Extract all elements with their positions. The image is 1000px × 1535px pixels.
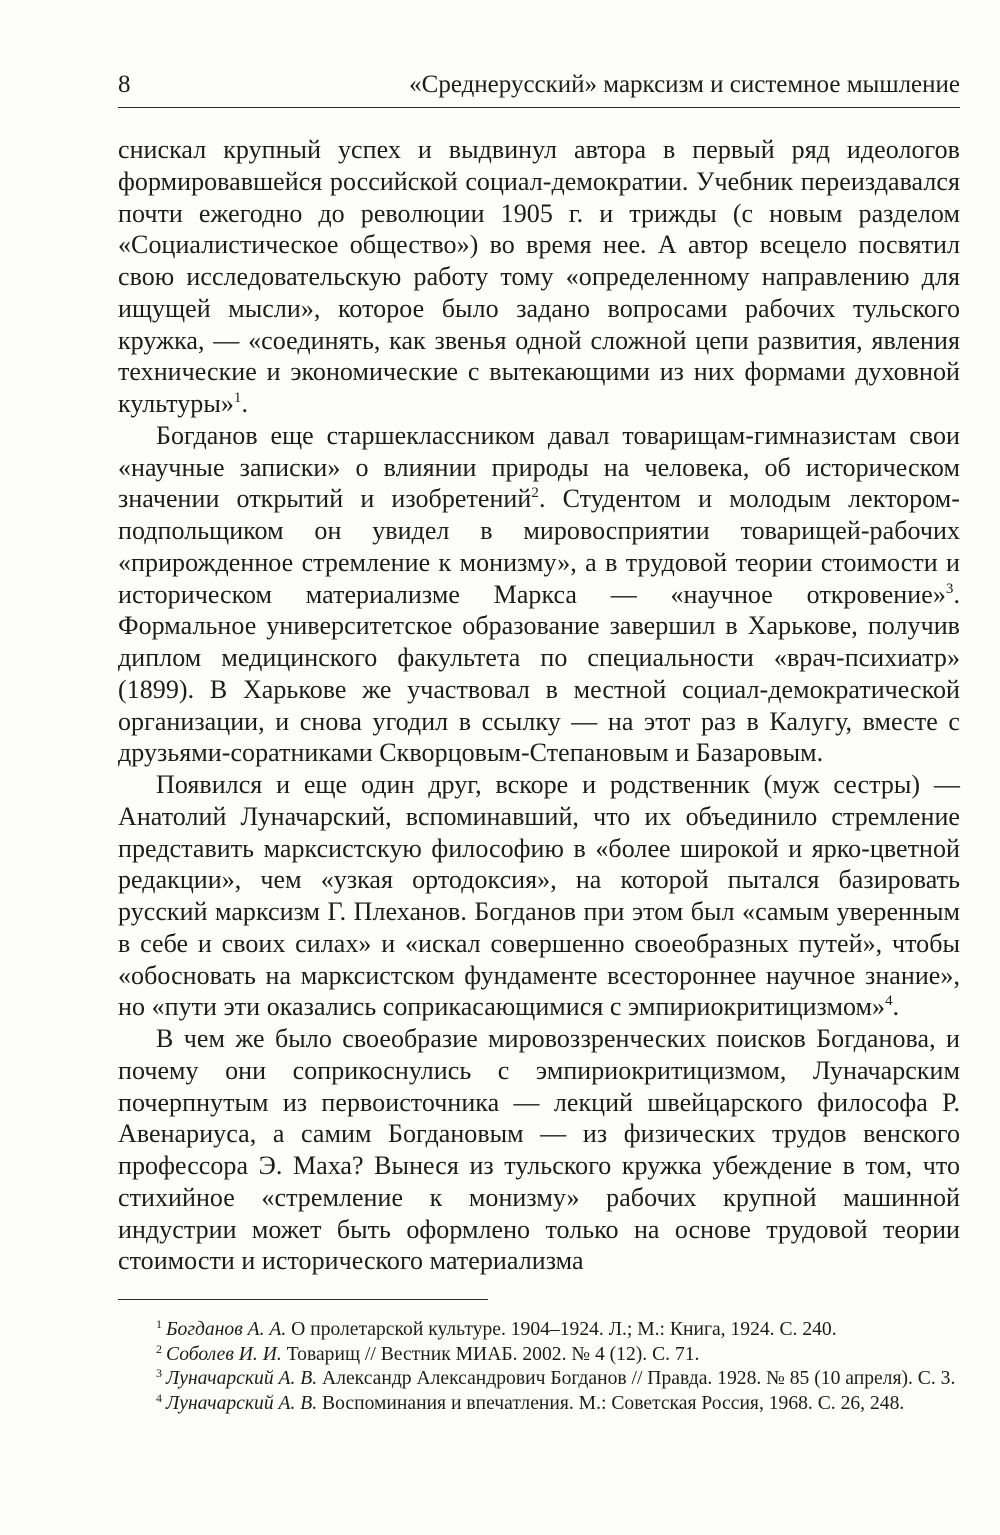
footnote-number: 4 bbox=[156, 1390, 162, 1405]
running-header bbox=[118, 68, 960, 108]
main-text bbox=[118, 134, 960, 1277]
footnote-author: Луначарский А. В. bbox=[166, 1392, 318, 1414]
footnote-author: Соболев И. И. bbox=[166, 1343, 282, 1365]
footnote-4 bbox=[118, 1392, 960, 1417]
running-title: «Среднерусский» марксизм и системное мышление bbox=[409, 71, 960, 98]
footnote-text: Товарищ // Вестник МИАБ. 2002. № 4 (12). С. 71. bbox=[281, 1343, 700, 1365]
footnote-number: 2 bbox=[156, 1341, 162, 1356]
footnote-author: Богданов А. А. bbox=[166, 1319, 287, 1340]
paragraph-4 bbox=[118, 1023, 960, 1277]
footnote-2 bbox=[118, 1343, 960, 1368]
footnote-text: Александр Александрович Богданов // Правда. 1928. № 85 (10 апреля). С. 3. bbox=[317, 1368, 956, 1389]
paragraph-2-text-b: . Студентом и молодым лектором-подпольщиком он увидел в мировосприятии товарищей-рабочих «прирожденное стремление к монизму», а в трудовой теории стоимости и историческом материализме Маркса — «научное откровение» bbox=[118, 484, 961, 609]
paragraph-1-text: снискал крупный успех и выдвинул автора в первый ряд идеологов формировавшейся российской социал-демократии. Учебник переиздавался почти ежегодно до революции 1905 г. и трижды (с новым разделом «Социалистическое общество») во время нее. А автор всецело посвятил свою исследовательскую работу тому «определенному направлению для ищущей мысли», которое было задано вопросами рабочих тульского кружка, — «соединять, как звенья одной сложной цепи развития, явления технические и экономические с вытекающими из них формами духовной культуры» bbox=[118, 135, 960, 418]
page-number: 8 bbox=[118, 71, 131, 98]
paragraph-3-tail: . bbox=[892, 992, 900, 1022]
footnote-text: О пролетарской культуре. 1904–1924. Л.; М.: Книга, 1924. С. 240. bbox=[286, 1319, 837, 1340]
footnote-divider bbox=[118, 1299, 488, 1300]
paragraph-2-text-a: Богданов еще старшеклассником давал товарищам-гимназистам свои «научные записки» о влиянии природы на человека, об историческом значении открытий и изобретений bbox=[118, 420, 960, 514]
footnote-ref-2: 2 bbox=[531, 485, 539, 502]
paragraph-4-text: В чем же было своеобразие мировоззренческих поисков Богданова, и почему они соприкоснулись с эмпириокритицизмом, Луначарским почерпнутым из первоисточника — лекций швейцарского философа Р. Авенариуса, а самим Богдановым — из физических трудов венского профессора Э. Маха? Вынеся из тульского кружка убеждение в том, что стихийное «стремление к монизму» рабочих крупной машинной индустрии может быть оформлено только на основе трудовой теории стоимости и исторического материализма bbox=[118, 1024, 960, 1276]
footnote-3 bbox=[118, 1367, 960, 1392]
footnote-ref-3: 3 bbox=[945, 580, 954, 597]
footnote-ref-4: 4 bbox=[885, 993, 893, 1010]
paragraph-1-tail: . bbox=[241, 389, 249, 418]
footnote-ref-1: 1 bbox=[233, 390, 242, 406]
paragraph-3 bbox=[118, 769, 960, 1023]
paragraph-1 bbox=[118, 134, 960, 420]
book-page bbox=[118, 68, 960, 1416]
footnotes bbox=[118, 1318, 960, 1416]
footnote-1 bbox=[118, 1318, 960, 1343]
paragraph-3-text: Появился и еще один друг, вскоре и родственник (муж сестры) — Анатолий Луначарский, вспоминавший, что их объединило стремление представить марксистскую философию в «более широкой и ярко-цветной редакции», чем «узкая ортодоксия», на которой пытался базировать русский марксизм Г. Плеханов. Богданов при этом был «самым уверенным в себе и своих силах» и «искал совершенно своеобразных путей», чтобы «обосновать на марксистском фундаменте всестороннее научное знание», но «пути эти оказались соприкасающимися с эмпириокритицизмом» bbox=[118, 770, 960, 1022]
paragraph-2 bbox=[118, 420, 960, 769]
footnote-text: Воспоминания и впечатления. М.: Советская Россия, 1968. С. 26, 248. bbox=[317, 1392, 905, 1414]
paragraph-2-text-c: . Формальное университетское образование завершил в Харькове, получив диплом медицинского факультета по специальности «врач-психиатр» (1899). В Харькове же участвовал в местной социал-демократической организации, и снова угодил в ссылку — на этот раз в Калугу, вместе с друзьями-соратниками Скворцовым-Степановым и Базаровым. bbox=[118, 579, 960, 768]
footnote-number: 1 bbox=[156, 1317, 162, 1331]
footnote-author: Луначарский А. В. bbox=[166, 1368, 318, 1389]
footnote-number: 3 bbox=[156, 1366, 162, 1380]
